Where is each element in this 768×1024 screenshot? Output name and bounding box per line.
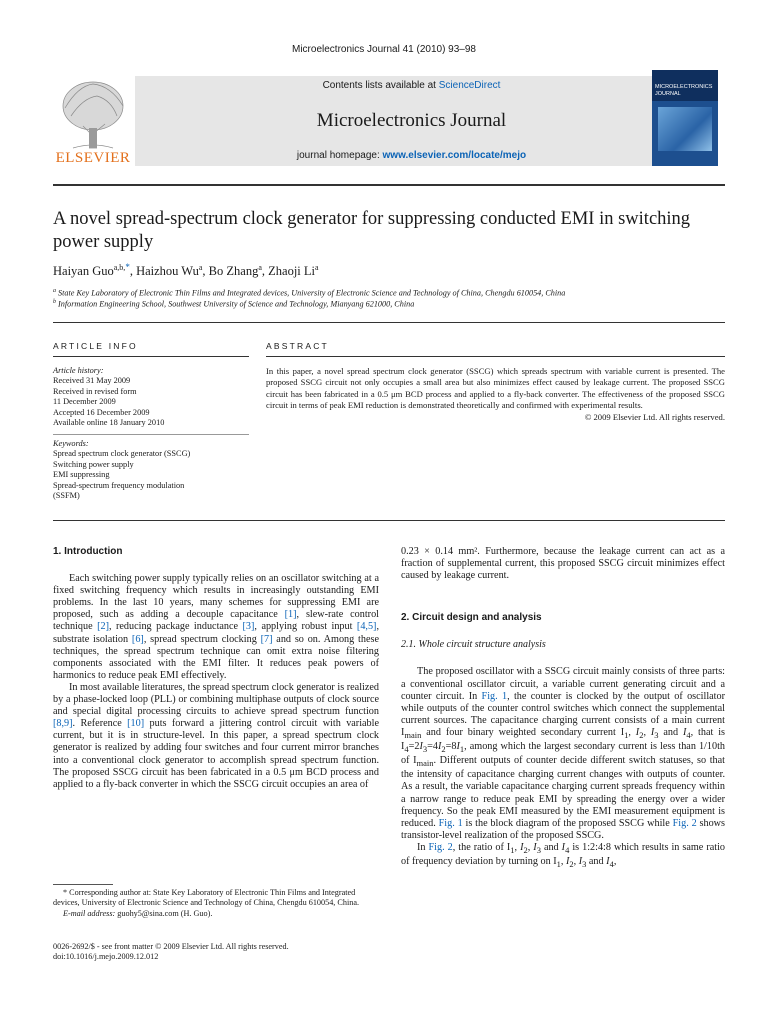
affil-mark: b [53,299,56,305]
header-divider [53,184,725,186]
homepage-link[interactable]: www.elsevier.com/locate/mejo [382,150,527,161]
homepage-line [135,150,688,161]
contents-line [135,80,688,91]
affil-text: State Key Laboratory of Electronic Thin Films and Integrated devices, University of Electronic Science and Technology of China, Chengdu 610054, China [58,288,566,298]
front-matter-divider [53,520,725,521]
history-item: Accepted 16 December 2009 [53,407,150,417]
abstract-copyright: © 2009 Elsevier Ltd. All rights reserved. [584,411,725,422]
figure-link[interactable]: Fig. 1 [438,817,463,829]
author-affil-mark: a [258,263,262,272]
info-divider [53,356,249,357]
keyword: Spread spectrum clock generator (SSCG) [53,449,191,459]
journal-banner [135,76,688,166]
figure-link[interactable]: Fig. 2 [428,841,453,853]
abstract-body [266,366,725,423]
keyword: EMI suppressing [53,470,110,480]
affil-mark: a [53,288,56,294]
journal-citation: Microelectronics Journal 41 (2010) 93–98 [292,44,476,55]
abstract-heading: ABSTRACT [266,341,329,351]
author-sep: , [261,264,269,279]
structure-paragraph: The proposed oscillator with a SSCG circuit mainly consists of three parts: a conventional oscillator circuit, a variable current generating circuit and a counter circuit. In Fig. 1, the counter is clocked by the output of oscillator while outputs of the counter control switches which connect the supplemental current sources. The capacitance charging current consists of a main current $I_{main}$ and four binary weighted secondary current $I_1$, $I_2$, $I_3$ and $I_4$, that is $I_4=2I_3=4I_2=8I_1$, among which the largest secondary current is less than 1/10th of $I_{main}$. Different outputs of counter decide different switch statuses, so that the intensity of capacitance charging current changes with outputs of counter. As a result, the variable capacitance charging current spreads frequency within a narrow range to reduce peak EMI by spreading the energy over a wider frequency. So the peak EMI measured by the EMI measurement equipment is reduced. Fig. 1 is the block diagram of the proposed SSCG while Fig. 2 shows transistor-level realization of the proposed SSCG. [401,666,726,841]
subsection-heading-structure: 2.1. Whole circuit structure analysis [401,639,546,651]
abstract-text: In this paper, a novel spread spectrum clock generator (SSCG) which spreads spectrum with variable current is presented. The proposed SSCG circuit not only occupies a small area but also minimizes effect caused by leakage current. The proposed SSCG circuit has been fabricated in a 0.5 μm BCD process and applied to a fly-back converter. The effectiveness of the proposed SSCG circuit in terms of peak EMI reduction is demonstrated theoretically and confirmed with experimental results. [266,366,725,411]
right-column [401,546,725,870]
citation-link[interactable]: [3] [242,621,255,633]
journal-cover-thumbnail[interactable] [652,70,718,166]
issn-line: 0026-2692/$ - see front matter © 2009 Elsevier Ltd. All rights reserved. [53,942,289,951]
citation-link[interactable]: [1] [284,609,297,621]
citation-link[interactable]: [7] [260,633,273,645]
article-history [53,366,249,428]
figure-link[interactable]: Fig. 2 [672,817,697,829]
author-sep: , [202,264,209,279]
homepage-prefix: journal homepage: [296,150,383,161]
intro-paragraph-2: In most available literatures, the spread spectrum clock generator is realized by a phase-locked loop (PLL) or combining multiphase outputs of clock source and special digital processing circuits to achieve spread spectrum function [8,9]. Reference [10] puts forward a jittering control circuit with variable current, but it is in structure-level. In this paper, a spread spectrum clock generator is realized by adding four switches and four current mirror branches into a conventional clock generator to accomplish spread spectrum function. The proposed SSCG circuit has been fabricated in a 0.5 μm BCD process and applied to a fly-back converter in which the SSCG circuit occupies an area of [53,681,379,790]
front-matter-notice [53,942,379,963]
history-item: Received 31 May 2009 [53,376,131,386]
sciencedirect-link[interactable]: ScienceDirect [438,80,501,91]
cover-title-2: JOURNAL [655,91,681,97]
article-info-heading: ARTICLE INFO [53,341,138,351]
author-affil-mark: a,b, [113,263,126,272]
journal-name: Microelectronics Journal [316,110,507,131]
corresponding-author-note: * Corresponding author at: State Key Laboratory of Electronic Thin Films and Integrated devices, University of Electronic Science and Technology of China, Chengdu 610054, China. [53,888,360,908]
history-item: 11 December 2009 [53,397,116,407]
citation-link[interactable]: [10] [127,718,145,730]
keyword: Spread-spectrum frequency modulation [53,480,185,490]
contents-prefix: Contents lists available at [322,80,439,91]
author-list [53,262,319,279]
footnote-corresponding [53,888,379,919]
intro-continuation: 0.23 × 0.14 mm². Furthermore, because the leakage current can act as a fraction of supplemental current, this proposed SSCG circuit minimizes effect caused by leakage current. [401,546,725,582]
ratio-paragraph: In Fig. 2, the ratio of $I_1$, $I_2$, $I_3$ and $I_4$ is 1:2:4:8 which results in same ratio of frequency deviation by turning on $I_1$, $I_2$, $I_3$ and $I_4$, [401,841,725,870]
left-column [53,546,379,791]
keyword: Switching power supply [53,459,134,469]
corresponding-mark[interactable]: * [125,262,130,272]
email-label: E-mail address: [63,908,116,918]
section-heading-circuit-design: 2. Circuit design and analysis [401,612,542,624]
author: Haiyan Guo [53,264,114,279]
history-item: Received in revised form [53,386,137,396]
citation-link[interactable]: [8,9] [53,718,73,730]
author-affil-mark: a [198,263,203,272]
keywords [53,439,249,501]
doi-line: doi:10.1016/j.mejo.2009.12.012 [53,952,159,962]
citation-link[interactable]: [4,5] [356,621,377,633]
author-sep: , [129,264,137,279]
keyword: (SSFM) [53,491,80,501]
abstract-divider [266,356,725,357]
figure-link[interactable]: Fig. 1 [481,690,508,702]
elsevier-wordmark: ELSEVIER [55,150,131,166]
journal-header [53,76,717,166]
section-heading-introduction: 1. Introduction [53,546,123,557]
author: Zhaoji Li [268,264,316,279]
history-divider [53,434,249,435]
citation-link[interactable]: [2] [97,621,109,633]
cover-title-1: MICROELECTRONICS [655,84,713,90]
cover-artwork [658,107,712,151]
affil-text: Information Engineering School, Southwest University of Science and Technology, Mianyang 621000, China [58,299,415,309]
author-affil-mark: a [315,263,319,272]
author: Haizhou Wu [136,264,199,279]
footnote-rule [53,884,113,885]
history-item: Available online 18 January 2010 [53,418,165,428]
citation-link[interactable]: [6] [131,633,144,645]
article-title: A novel spread-spectrum clock generator for suppressing conducted EMI in switching power supply [53,209,691,252]
affil-divider [53,322,725,323]
keywords-label: Keywords: [53,439,89,448]
affiliation-a [53,288,565,298]
intro-paragraph-1: Each switching power supply typically relies on an oscillator switching at a fixed switching frequency which results in increasingly outstanding EMI problems. In the last 10 years, many schemes for suppressing EMI are proposed, such as adding a decouple capacitance [1], slew-rate control technique [2], reducing package inductance [3], applying robust input [4,5], substrate isolation [6], spread spectrum clocking [7] and so on. Among these techniques, the spread spectrum technique can omit extra noise filtering components associated with the EMI filter. It reduces peak powers of harmonics to reduce peak EMI effectively. [53,573,379,681]
elsevier-tree-logo[interactable] [53,76,133,166]
affiliation-b [53,299,414,309]
email-address: guohy5@sina.com (H. Guo). [115,908,213,918]
author: Bo Zhang [208,264,259,279]
history-label: Article history: [53,366,104,375]
